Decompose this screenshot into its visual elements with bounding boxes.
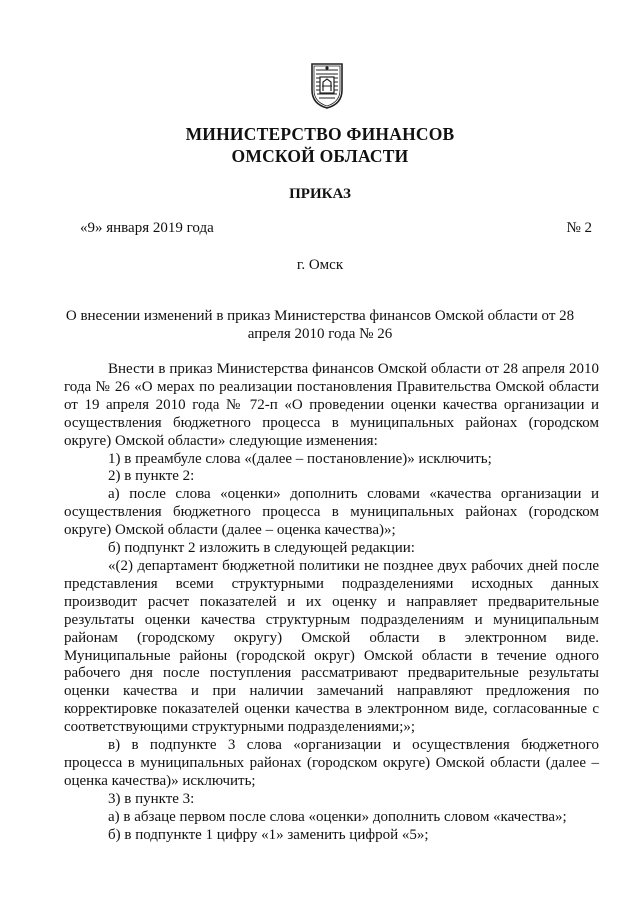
paragraph: 2) в пункте 2:	[108, 468, 195, 485]
paragraph: 3) в пункте 3:	[108, 790, 195, 807]
document-type-title: ПРИКАЗ	[289, 186, 351, 202]
ministry-name-line2: ОМСКОЙ ОБЛАСТИ	[231, 146, 409, 166]
paragraph: 1) в преамбуле слова «(далее – постановление)» исключить;	[108, 450, 492, 467]
city-name: г. Омск	[296, 257, 344, 273]
order-body	[64, 361, 599, 844]
paragraph: «(2) департамент бюджетной политики не позднее двух рабочих дней после представления всеми структурными подразделениями исходных данных производит расчет показателей и их оценку и направляет предварительные результаты оценки качества структурным подразделениям и муниципальным районам (городскому округу) Омской области в электронном виде. Муниципальные районы (городской округ) Омской области в течение одного рабочего дня после поступления рассматривают предварительные результаты оценки качества и при наличии замечаний направляют предложения по корректировке показателей оценки качества в электронном виде, согласованные с соответствующими структурными подразделениями;»;	[64, 557, 599, 736]
paragraph: а) в абзаце первом после слова «оценки» дополнить словом «качества»;	[108, 808, 567, 825]
order-subject: О внесении изменений в приказ Министерства финансов Омской области от 28 апреля 2010 года № 26	[65, 308, 575, 342]
order-number: № 2	[566, 220, 592, 236]
paragraph: а) после слова «оценки» дополнить словами «качества организации и осуществления бюджетного процесса в муниципальных районах (городском округе) Омской области (далее – оценка качества)»;	[64, 486, 599, 539]
omsk-coat-of-arms-emblem	[309, 60, 345, 110]
order-date: «9» января 2019 года	[80, 220, 214, 236]
paragraph: в) в подпункте 3 слова «организации и осуществления бюджетного процесса в муниципальных районах (городском округе) Омской области (далее – оценка качества)» исключить;	[64, 737, 599, 789]
paragraph: б) подпункт 2 изложить в следующей редакции:	[108, 540, 415, 557]
paragraph: Внести в приказ Министерства финансов Омской области от 28 апреля 2010 года № 26 «О мерах по реализации постановления Правительства Омской области от 19 апреля 2010 года № 72-п «О проведении оценки качества организации и осуществления бюджетного процесса в муниципальных районах (городском округе) Омской области» следующие изменения:	[64, 361, 599, 449]
ministry-name-line1: МИНИСТЕРСТВО ФИНАНСОВ	[185, 124, 455, 144]
paragraph: б) в подпункте 1 цифру «1» заменить цифрой «5»;	[108, 826, 429, 843]
